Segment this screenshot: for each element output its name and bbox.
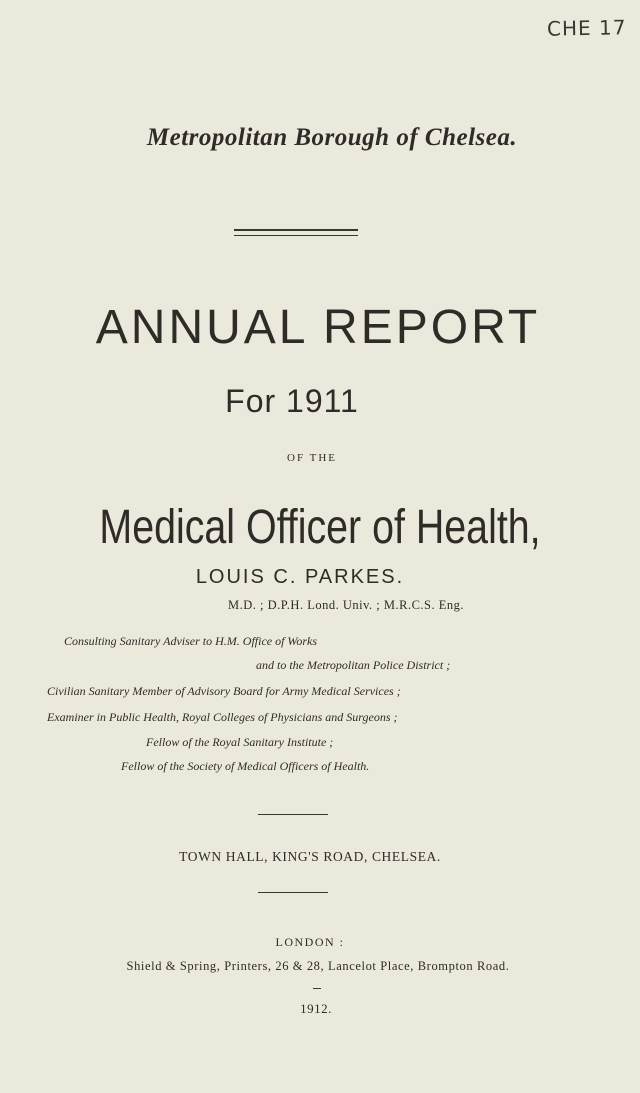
publication-year: 1912. [300, 1001, 332, 1016]
report-title: ANNUAL REPORT [95, 301, 541, 354]
officer-degrees: M.D. ; D.P.H. Lond. Univ. ; M.R.C.S. Eng. [227, 598, 465, 612]
office-title: Medical Officer of Health, [99, 501, 541, 554]
credential-line: Civilian Sanitary Member of Advisory Board for Army Medical Services ; [47, 684, 401, 698]
rule-divider [258, 892, 328, 893]
address-line: TOWN HALL, KING'S ROAD, CHELSEA. [179, 849, 441, 864]
catalog-reference: CHE 17 [546, 15, 627, 41]
double-rule-divider [234, 229, 358, 236]
of-the-line: OF THE [287, 452, 337, 464]
credential-line: Fellow of the Royal Sanitary Institute ; [146, 735, 334, 749]
short-dash [313, 988, 321, 989]
officer-name: LOUIS C. PARKES. [195, 566, 405, 588]
printers-line: Shield & Spring, Printers, 26 & 28, Lancelot Place, Brompton Road. [126, 959, 510, 973]
report-year: For 1911 [225, 383, 359, 419]
credential-line: Consulting Sanitary Adviser to H.M. Office of Works [64, 634, 317, 648]
rule-divider [258, 814, 328, 815]
credential-line: Fellow of the Society of Medical Officers of Health. [121, 759, 370, 773]
imprint-city: LONDON : [275, 935, 345, 949]
borough-heading: Metropolitan Borough of Chelsea. [146, 124, 518, 151]
credential-line: Examiner in Public Health, Royal Colleges of Physicians and Surgeons ; [47, 710, 398, 724]
credential-line: and to the Metropolitan Police District ; [256, 658, 451, 672]
